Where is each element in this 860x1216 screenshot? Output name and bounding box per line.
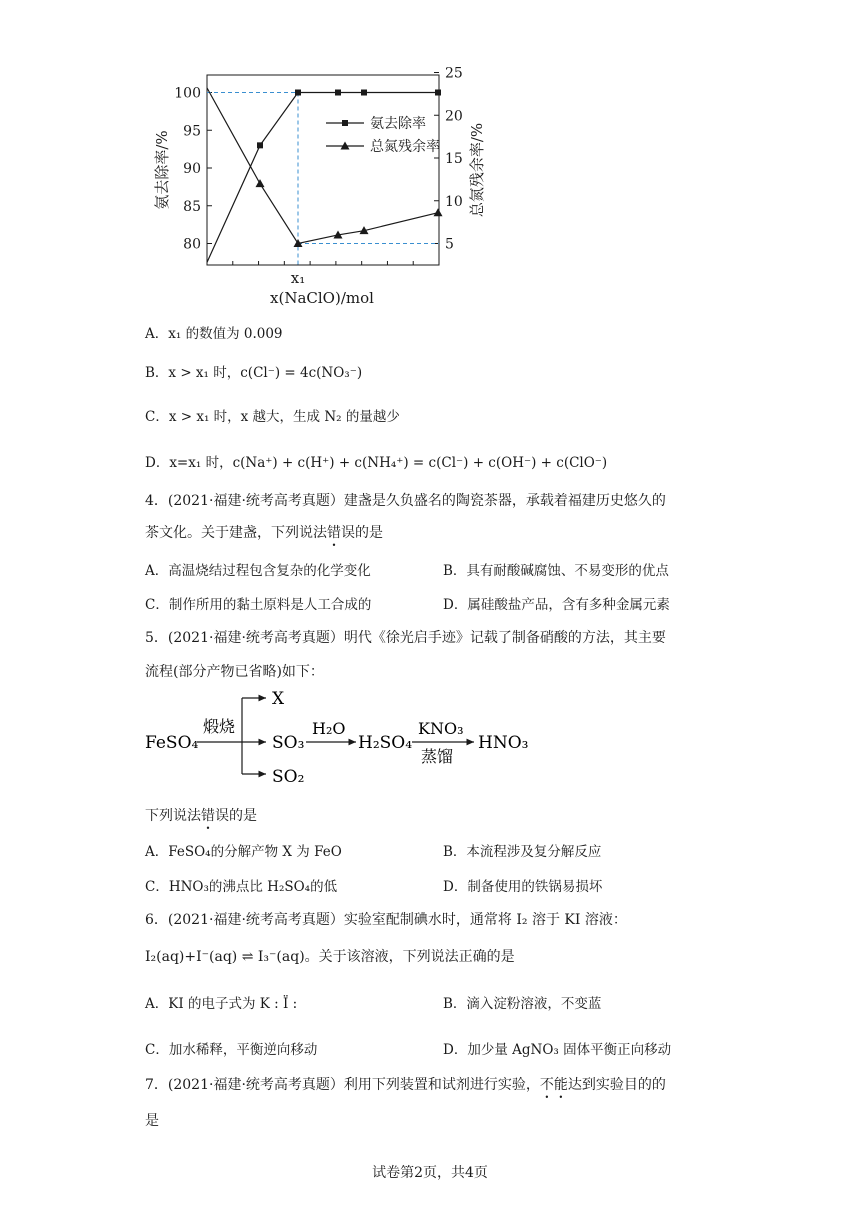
series-line-total-nitrogen bbox=[207, 88, 438, 244]
point-ammonia-removal bbox=[335, 90, 341, 96]
x-axis-title: x(NaClO)/mol bbox=[270, 289, 374, 307]
flow-product-h2so4: H₂SO₄ bbox=[358, 733, 413, 753]
nitric-acid-flowchart bbox=[0, 688, 860, 798]
q3-option-c: C．x > x₁ 时，x 越大，生成 N₂ 的量越少 bbox=[145, 409, 400, 425]
point-ammonia-removal bbox=[361, 90, 367, 96]
emphasis-mark: 错 bbox=[201, 808, 215, 824]
plot-frame bbox=[207, 75, 439, 265]
point-total-nitrogen bbox=[256, 179, 265, 187]
ammonia-removal-chart bbox=[0, 0, 860, 312]
emphasis-mark: 不 bbox=[539, 1077, 554, 1093]
y-right-tick-label: 5 bbox=[445, 236, 454, 253]
q7-stem-line2: 是 bbox=[145, 1113, 159, 1129]
x1-tick-label: x₁ bbox=[290, 269, 306, 287]
legend-label-total-nitrogen: 总氮残余率 bbox=[370, 139, 440, 155]
y-left-tick-label: 95 bbox=[183, 123, 201, 140]
q5-option-c: C．HNO₃的沸点比 H₂SO₄的低 bbox=[145, 879, 338, 895]
point-ammonia-removal bbox=[295, 90, 301, 96]
y-right-tick-label: 15 bbox=[445, 151, 463, 167]
q4-option-a: A．高温烧结过程包含复杂的化学变化 bbox=[145, 563, 371, 579]
y-right-axis-title: 总氮残余率/% bbox=[468, 122, 486, 218]
point-total-nitrogen bbox=[434, 208, 443, 216]
q3-option-b: B．x > x₁ 时，c(Cl⁻) = 4c(NO₃⁻) bbox=[145, 365, 363, 381]
q6-option-b: B．滴入淀粉溶液，不变蓝 bbox=[443, 996, 602, 1012]
q4-option-d: D．属硅酸盐产品，含有多种金属元素 bbox=[443, 597, 670, 613]
y-left-tick-label: 90 bbox=[183, 161, 201, 177]
y-left-tick-label: 85 bbox=[183, 198, 201, 215]
legend-marker-square bbox=[342, 120, 348, 126]
q4-stem-line1: 4．(2021·福建·统考高考真题）建盏是久负盛名的陶瓷茶器，承载着福建历史悠久的 bbox=[145, 493, 666, 509]
emphasis-mark: 错 bbox=[327, 525, 341, 541]
flow-label-calcine: 煅烧 bbox=[203, 717, 236, 736]
q6-option-d: D．加少量 AgNO₃ 固体平衡正向移动 bbox=[443, 1042, 672, 1058]
q6-option-c: C．加水稀释，平衡逆向移动 bbox=[145, 1042, 318, 1058]
point-ammonia-removal bbox=[435, 90, 441, 96]
flow-product-so3: SO₃ bbox=[272, 733, 305, 753]
q4-option-c: C．制作所用的黏土原料是人工合成的 bbox=[145, 597, 372, 613]
flow-product-so2: SO₂ bbox=[272, 767, 305, 787]
y-left-axis-title: 氨去除率/% bbox=[153, 130, 171, 210]
q7-stem-line1: 7．(2021·福建·统考高考真题）利用下列装置和试剂进行实验，不能达到实验目的的 bbox=[145, 1077, 666, 1093]
point-ammonia-removal bbox=[257, 142, 263, 148]
legend-label-ammonia-removal: 氨去除率 bbox=[370, 116, 426, 132]
emphasis-mark: 能 bbox=[553, 1077, 568, 1093]
q4-option-b: B．具有耐酸碱腐蚀、不易变形的优点 bbox=[443, 563, 669, 579]
y-left-tick-label: 100 bbox=[174, 85, 201, 102]
y-right-tick-label: 25 bbox=[445, 65, 463, 82]
q5-option-d: D．制备使用的铁锅易损坏 bbox=[443, 879, 603, 895]
q5-option-a: A．FeSO₄的分解产物 X 为 FeO bbox=[145, 844, 342, 860]
q5-stem-line2: 流程(部分产物已省略)如下： bbox=[145, 664, 324, 680]
q5-prompt: 下列说法错误的是 bbox=[145, 808, 257, 824]
flow-label-kno3: KNO₃ bbox=[418, 719, 464, 738]
flow-product-hno3: HNO₃ bbox=[478, 733, 529, 753]
q4-stem-line2: 茶文化。关于建盏，下列说法错误的是 bbox=[145, 525, 383, 541]
q6-option-a: A．KI 的电子式为 K : Ï : bbox=[145, 996, 298, 1012]
y-right-tick-label: 20 bbox=[445, 108, 463, 125]
q5-option-b: B．本流程涉及复分解反应 bbox=[443, 844, 602, 860]
flow-label-h2o: H₂O bbox=[312, 719, 346, 738]
page-footer: 试卷第2页，共4页 bbox=[372, 1165, 488, 1181]
q3-option-a: A．x₁ 的数值为 0.009 bbox=[145, 326, 283, 342]
q5-stem-line1: 5．(2021·福建·统考高考真题）明代《徐光启手迹》记载了制备硝酸的方法，其主要 bbox=[145, 630, 666, 646]
q6-stem-line1: 6．(2021·福建·统考高考真题）实验室配制碘水时，通常将 I₂ 溶于 KI 溶液： bbox=[145, 912, 627, 928]
q6-stem-line2: I₂(aq)+I⁻(aq) ⇌ I₃⁻(aq)。关于该溶液，下列说法正确的是 bbox=[145, 949, 515, 965]
q3-option-d: D．x=x₁ 时，c(Na⁺) + c(H⁺) + c(NH₄⁺) = c(Cl⁻) + c(OH⁻) + c(ClO⁻) bbox=[145, 455, 608, 471]
flow-label-distill: 蒸馏 bbox=[421, 747, 454, 766]
flow-start: FeSO₄ bbox=[145, 733, 199, 753]
flow-product-x: X bbox=[272, 689, 285, 709]
y-left-tick-label: 80 bbox=[183, 236, 201, 253]
y-right-tick-label: 10 bbox=[445, 193, 463, 210]
